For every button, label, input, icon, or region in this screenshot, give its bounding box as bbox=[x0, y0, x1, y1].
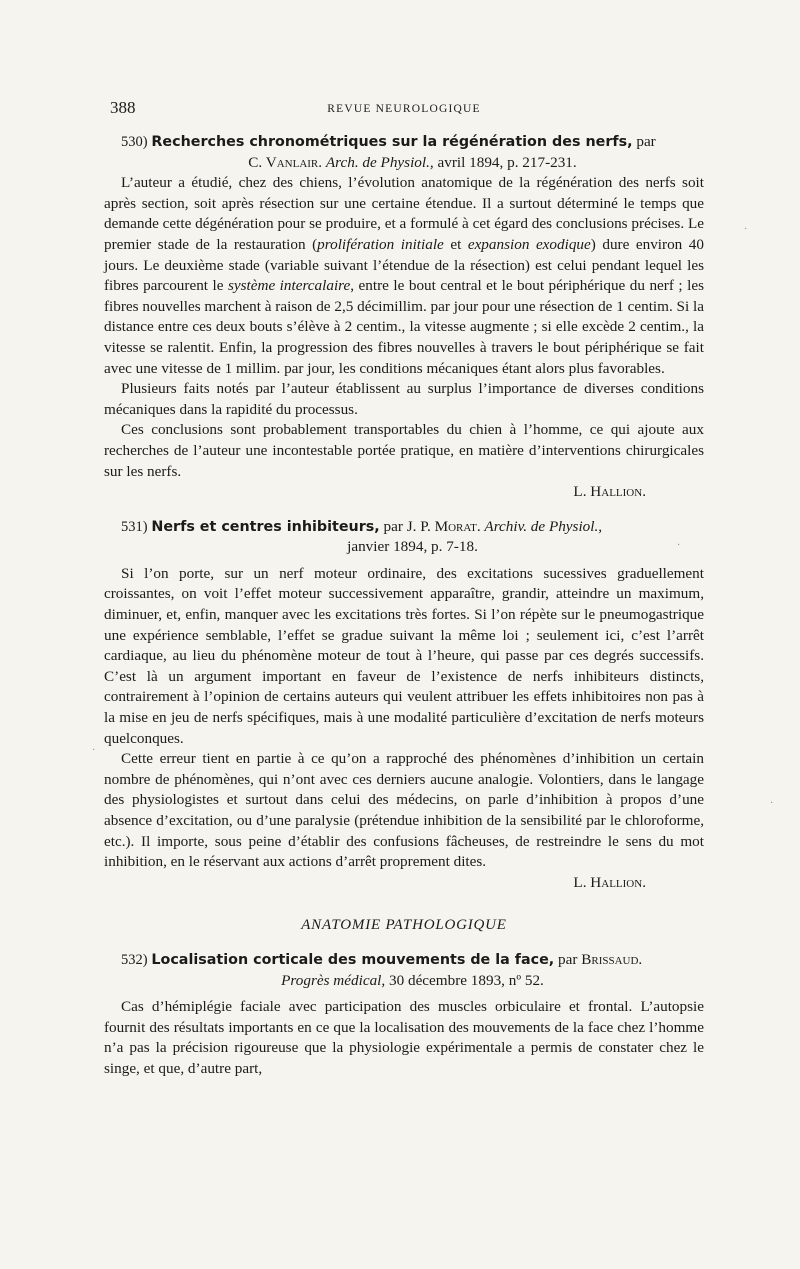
p1-text-b: et bbox=[443, 235, 468, 253]
p1-text-c: ) dure environ 40 jours. Le deuxième stade (variable suivant l’étendue de la résection) est celui pendant lequel les fibres parcourent le bbox=[104, 235, 704, 295]
article-530-author: C. Vanlair. bbox=[248, 153, 323, 171]
article-530-signature: L. Hallion. bbox=[573, 483, 646, 501]
article-530 bbox=[104, 132, 704, 503]
page-number: 388 bbox=[110, 98, 136, 117]
article-530-paragraph-2: Plusieurs faits notés par l’auteur établissent au surplus l’importance de diverses conditions mécaniques dans la rapidité du processus. bbox=[104, 380, 704, 418]
speck-mark: · bbox=[744, 224, 748, 235]
page-body bbox=[104, 132, 704, 1080]
article-530-citation bbox=[104, 153, 704, 174]
article-530-title: Recherches chronométriques sur la régénération des nerfs, bbox=[151, 134, 633, 150]
article-530-journal: Arch. de Physiol., bbox=[325, 153, 434, 171]
article-532-citation bbox=[104, 971, 704, 992]
article-531-author: J. P. Morat. bbox=[406, 517, 481, 535]
speck-mark: · bbox=[770, 798, 774, 809]
article-530-date: avril 1894, p. 217-231. bbox=[437, 153, 577, 171]
p1-text-d: , entre le bout central et le bout périphérique du nerf ; les fibres nouvelles marchent à raison de 2,5 décimillim. par jour pour une résection de 1 centim. Si la distance entre ces deux bouts s’élève à 2 centim., la vitesse augmente ; si elle excède 2 centim., la vitesse se ralentit. Enfin, la progression des fibres nouvelles à travers le bout périphérique se fait avec une vitesse de 1 millim. par jour, les conditions mécaniques étant alors plus favorables. bbox=[104, 277, 704, 377]
article-532-paragraph-1: Cas d’hémiplégie faciale avec participation des muscles orbiculaire et frontal. L’autopsie fournit des résultats importants en ce que la localisation des mouvements de la face chez l’homme n’a pas la précision rigoureuse que la physiologie expérimentale a permis de constater chez le singe, et que, d’autre part, bbox=[104, 998, 704, 1077]
article-532-journal: Progrès médical, bbox=[281, 971, 386, 989]
p1-italic-1: prolifération initiale bbox=[317, 235, 444, 253]
article-530-heading bbox=[104, 132, 704, 153]
article-532-heading bbox=[104, 950, 704, 971]
article-531-paragraph-2: Cette erreur tient en partie à ce qu’on a rapproché des phénomènes d’inhibition un certain nombre de phénomènes, qui n’ont avec ces derniers aucune analogie. Volontiers, dans le langage des physiologistes et surtout dans celui des médecins, on parle d’inhibition à propos d’une absence d’excitation, ou d’une paralysie (prétendue inhibition de la sensibilité par le chloroforme, etc.). Il importe, sous peine d’établir des confusions fâcheuses, de restreindre le sens du mot inhibition, en le réservant aux actions d’arrêt proprement dites. bbox=[104, 750, 704, 871]
article-532-date: 30 décembre 1893, nº 52. bbox=[388, 971, 544, 989]
article-531-paragraph-1: Si l’on porte, sur un nerf moteur ordinaire, des excitations sucessives graduellement croissantes, on voit l’effet moteur successivement apparaître, grandir, atteindre un maximum, diminuer, et, enfin, manquer avec les excitations très fortes. Si l’on répète sur le pneumogastrique une expérience semblable, l’effet se gradue suivant la même loi ; seulement ici, c’est l’arrêt cardiaque, au lieu du phénomène moteur de tout à l’heure, qui passe par ces degrés successifs. C’est là un argument important en faveur de l’existence de nerfs inhibiteurs distincts, contrairement à l’opinion de certains auteurs qui veulent attribuer les effets inhibitoires non pas à la mise en jeu de nerfs spécifiques, mais à une modalité particulière d’excitation de nerfs moteurs quelconques. bbox=[104, 564, 704, 747]
article-531-date: janvier 1894, p. 7-18. bbox=[347, 538, 478, 556]
article-531-journal: Archiv. de Physiol., bbox=[484, 517, 603, 535]
p1-text-a: L’auteur a étudié, chez des chiens, l’évolution anatomique de la régénération des nerfs soit après section, soit après résection sur une certaine étendue. Il a surtout déterminé le temps que demande cette dégénération pour se produire, et a formulé à cet égard des conclusions précises. Le premier stade de la restauration ( bbox=[104, 174, 704, 253]
article-531-par: par bbox=[383, 517, 403, 535]
article-530-paragraph-3: Ces conclusions sont probablement transportables du chien à l’homme, ce qui ajoute aux recherches de l’auteur une incontestable portée pratique, en matière d’interventions chirurgicales sur les nerfs. bbox=[104, 421, 704, 480]
article-532-par: par bbox=[558, 950, 578, 968]
speck-mark: · bbox=[677, 540, 681, 551]
article-532-title: Localisation corticale des mouvements de la face, bbox=[151, 951, 555, 968]
article-531-heading bbox=[104, 517, 704, 538]
article-530-number: 530) bbox=[121, 134, 148, 150]
p1-italic-3: système intercalaire bbox=[227, 277, 351, 295]
p1-italic-2: expansion exodique bbox=[467, 235, 591, 253]
article-531 bbox=[104, 517, 704, 894]
article-531-number: 531) bbox=[121, 518, 148, 535]
article-532 bbox=[104, 950, 704, 1080]
article-530-par: par bbox=[636, 133, 656, 150]
section-title: ANATOMIE PATHOLOGIQUE bbox=[301, 917, 507, 934]
speck-mark: · bbox=[92, 745, 96, 756]
article-532-author: Brissaud. bbox=[581, 950, 643, 968]
running-head: REVUE NEUROLOGIQUE bbox=[327, 103, 481, 115]
spacer bbox=[104, 503, 704, 517]
article-532-number: 532) bbox=[121, 951, 148, 968]
page-header bbox=[104, 98, 704, 122]
article-531-signature: L. Hallion. bbox=[573, 873, 646, 891]
article-531-title: Nerfs et centres inhibiteurs, bbox=[151, 518, 380, 535]
article-530-paragraph-1 bbox=[104, 173, 704, 379]
